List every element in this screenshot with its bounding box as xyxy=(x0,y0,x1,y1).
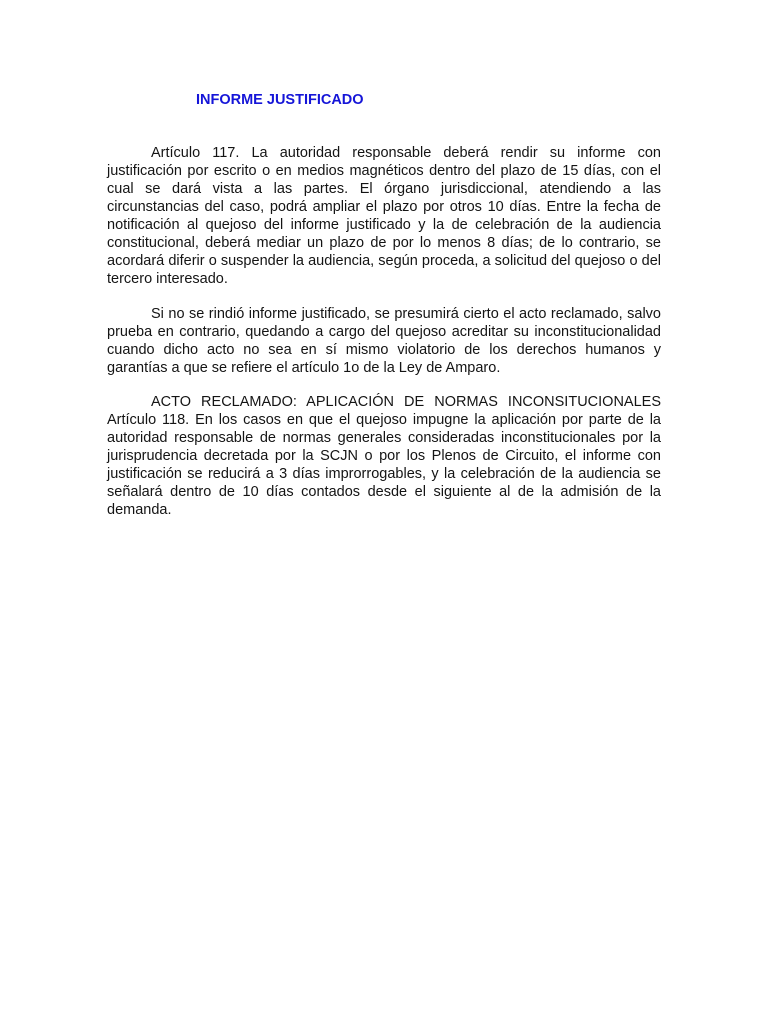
document-title: INFORME JUSTIFICADO xyxy=(196,92,364,108)
paragraph-text: Artículo 117. La autoridad responsable deberá rendir su informe con justificación por escrito o en medios magnéticos dentro del plazo de 15 días, con el cual se dará vista a las partes. El órgano jurisdiccional, atendiendo a las circunstancias del caso, podrá ampliar el plazo por otros 10 días. Entre la fecha de notificación al quejoso del informe justificado y la de celebración de la audiencia constitucional, deberá mediar un plazo de por lo menos 8 días; de lo contrario, se acordará diferir o suspender la audiencia, según proceda, a solicitud del quejoso o del tercero interesado. xyxy=(107,145,661,287)
section-body: Artículo 118. En los casos en que el quejoso impugne la aplicación por parte de la autoridad responsable de normas generales consideradas inconstitucionales por la jurisprudencia decretada por la SCJN o por los Plenos de Circuito, el informe con justificación se reducirá a 3 días improrrogables, y la celebración de la audiencia se señalará dentro de 10 días contados desde el siguiente al de la admisión de la demanda. xyxy=(107,412,661,518)
section-heading: ACTO RECLAMADO: APLICACIÓN DE NORMAS INCONSITUCIONALES xyxy=(151,394,661,410)
paragraph-text: Si no se rindió informe justificado, se presumirá cierto el acto reclamado, salvo prueba en contrario, quedando a cargo del quejoso acreditar su inconstitucionalidad cuando dicho acto no sea en sí mismo violatorio de los derechos humanos y garantías a que se refiere el artículo 1o de la Ley de Amparo. xyxy=(107,306,661,376)
paragraph-article-117 xyxy=(107,144,661,288)
section-article-118 xyxy=(107,393,661,519)
paragraph-presumption xyxy=(107,305,661,377)
